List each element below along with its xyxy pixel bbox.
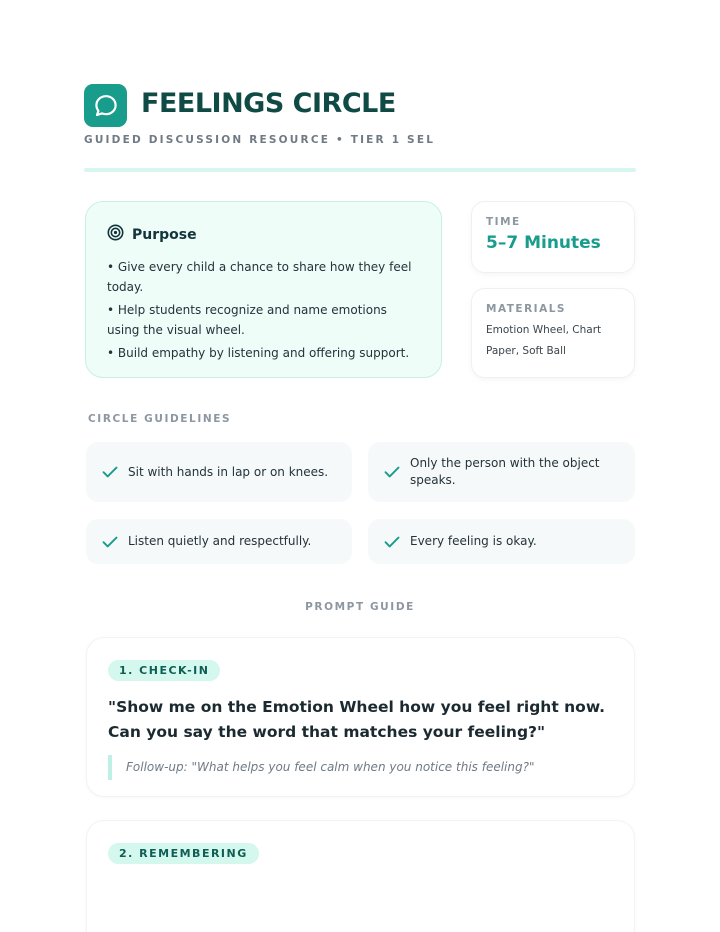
purpose-list — [107, 257, 421, 363]
time-label: TIME — [486, 216, 521, 228]
prompt-card — [86, 637, 635, 797]
guideline-text: Sit with hands in lap or on knees. — [128, 464, 329, 479]
check-icon — [102, 536, 118, 548]
prompt-question: "Show me on the Emotion Wheel how you feel right now. Can you say the word that matches your feeling?" — [108, 698, 606, 741]
check-icon — [384, 536, 400, 548]
prompt-card — [86, 820, 635, 932]
materials-card — [471, 288, 635, 378]
purpose-item: • Give every child a chance to share how they feel today. — [107, 260, 412, 294]
page-title: FEELINGS CIRCLE — [141, 88, 396, 119]
speech-bubble-icon — [84, 84, 127, 127]
prompt-tag: 2. REMEMBERING — [108, 843, 259, 864]
prompt-guide-label: PROMPT GUIDE — [305, 601, 415, 613]
guideline-text: Every feeling is okay. — [410, 534, 537, 548]
page-subtitle: GUIDED DISCUSSION RESOURCE • TIER 1 SEL — [84, 134, 436, 146]
check-icon — [384, 466, 400, 478]
purpose-title: Purpose — [132, 226, 197, 243]
guideline-item — [86, 442, 352, 502]
materials-value: Emotion Wheel, Chart Paper, Soft Ball — [486, 324, 602, 357]
materials-label: MATERIALS — [486, 303, 566, 315]
guideline-text: Only the person with the object speaks. — [410, 456, 600, 487]
time-value: 5–7 Minutes — [486, 233, 601, 253]
purpose-item: • Build empathy by listening and offering support. — [107, 346, 410, 360]
time-card — [471, 201, 635, 273]
prompt-followup: Follow-up: "What helps you feel calm when you notice this feeling?" — [108, 755, 613, 780]
check-icon — [102, 466, 118, 478]
guidelines-label: CIRCLE GUIDELINES — [88, 413, 232, 425]
guideline-item — [86, 519, 352, 564]
guideline-item — [368, 519, 635, 564]
guideline-text: Listen quietly and respectfully. — [128, 534, 312, 548]
guideline-item — [368, 442, 635, 502]
purpose-card — [85, 201, 442, 378]
header-divider — [84, 168, 636, 172]
target-icon — [107, 224, 124, 245]
purpose-item: • Help students recognize and name emotions using the visual wheel. — [107, 303, 387, 337]
prompt-tag: 1. CHECK-IN — [108, 660, 220, 681]
